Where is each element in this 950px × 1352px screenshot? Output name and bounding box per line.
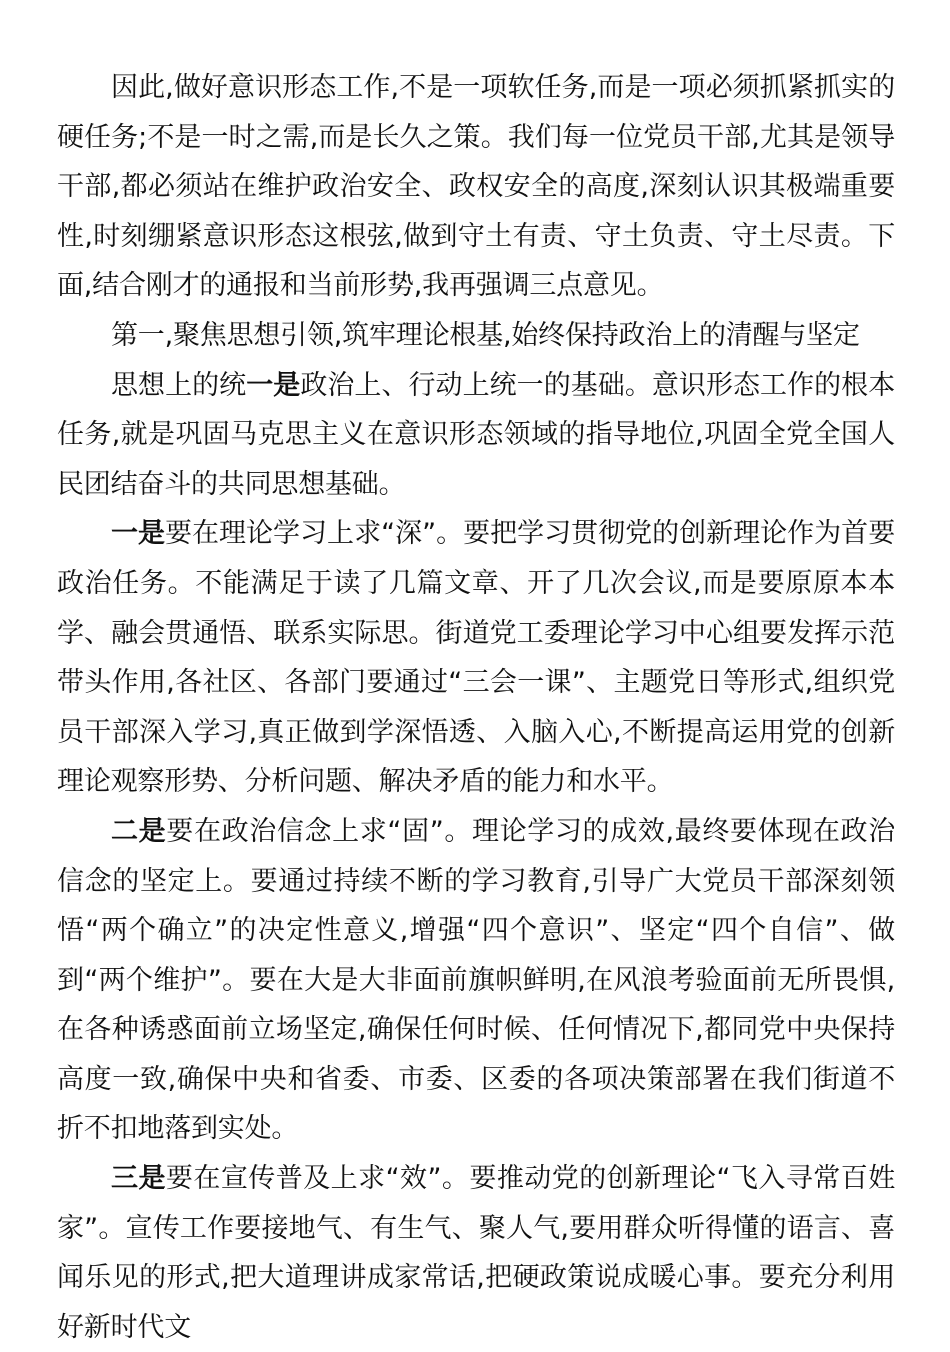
- paragraph-text: 政治上、行动上统一的基础。意识形态工作的根本任务,就是巩固马克思主义在意识形态领域的指导地位,巩固全党全国人民团结奋斗的共同思想基础。: [57, 369, 895, 500]
- paragraph-text: 因此,做好意识形态工作,不是一项软任务,而是一项必须抓紧抓实的硬任务;不是一时之需,而是长久之策。我们每一位党员干部,尤其是领导干部,都必须站在维护政治安全、政权安全的高度,深刻认识其极端重要性,时刻绷紧意识形态这根弦,做到守土有责、守土负责、守土尽责。下面,结合刚才的通报和当前形势,我再强调三点意见。: [57, 72, 895, 302]
- paragraph-text: 要在理论学习上求“深”。要把学习贯彻党的创新理论作为首要政治任务。不能满足于读了几篇文章、开了几次会议,而是要原原本本学、融会贯通悟、联系实际思。街道党工委理论学习中心组要发挥示范带头作用,各社区、各部门要通过“三会一课”、主题党日等形式,组织党员干部深入学习,真正做到学深悟透、入脑入心,不断提高运用党的创新理论观察形势、分析问题、解决矛盾的能力和水平。: [57, 518, 895, 798]
- paragraph-point-three: [57, 1154, 895, 1352]
- point-lead: 一是: [111, 518, 166, 550]
- section-heading-first: [57, 311, 895, 361]
- paragraph-text-before: 思想上的统: [111, 369, 247, 401]
- paragraph-thought-unity: [57, 361, 895, 510]
- point-lead: 三是: [111, 1163, 166, 1195]
- paragraph-point-two: [57, 807, 895, 1154]
- point-lead: 二是: [111, 815, 167, 847]
- paragraph-intro: [57, 63, 895, 311]
- document-body: [57, 63, 895, 1352]
- bold-inline: 一是: [246, 369, 301, 401]
- heading-text: 第一,聚焦思想引领,筑牢理论根基,始终保持政治上的清醒与坚定: [111, 319, 860, 351]
- paragraph-text: 要在政治信念上求“固”。理论学习的成效,最终要体现在政治信念的坚定上。要通过持续不断的学习教育,引导广大党员干部深刻领悟“两个确立”的决定性意义,增强“四个意识”、坚定“四个自信”、做到“两个维护”。要在大是大非面前旗帜鲜明,在风浪考验面前无所畏惧,在各种诱惑面前立场坚定,确保任何时候、任何情况下,都同党中央保持高度一致,确保中央和省委、市委、区委的各项决策部署在我们街道不折不扣地落到实处。: [57, 815, 895, 1145]
- paragraph-text: 要在宣传普及上求“效”。要推动党的创新理论“飞入寻常百姓家”。宣传工作要接地气、有生气、聚人气,要用群众听得懂的语言、喜闻乐见的形式,把大道理讲成家常话,把硬政策说成暖心事。要充分利用好新时代文: [57, 1163, 895, 1343]
- paragraph-point-one: [57, 509, 895, 807]
